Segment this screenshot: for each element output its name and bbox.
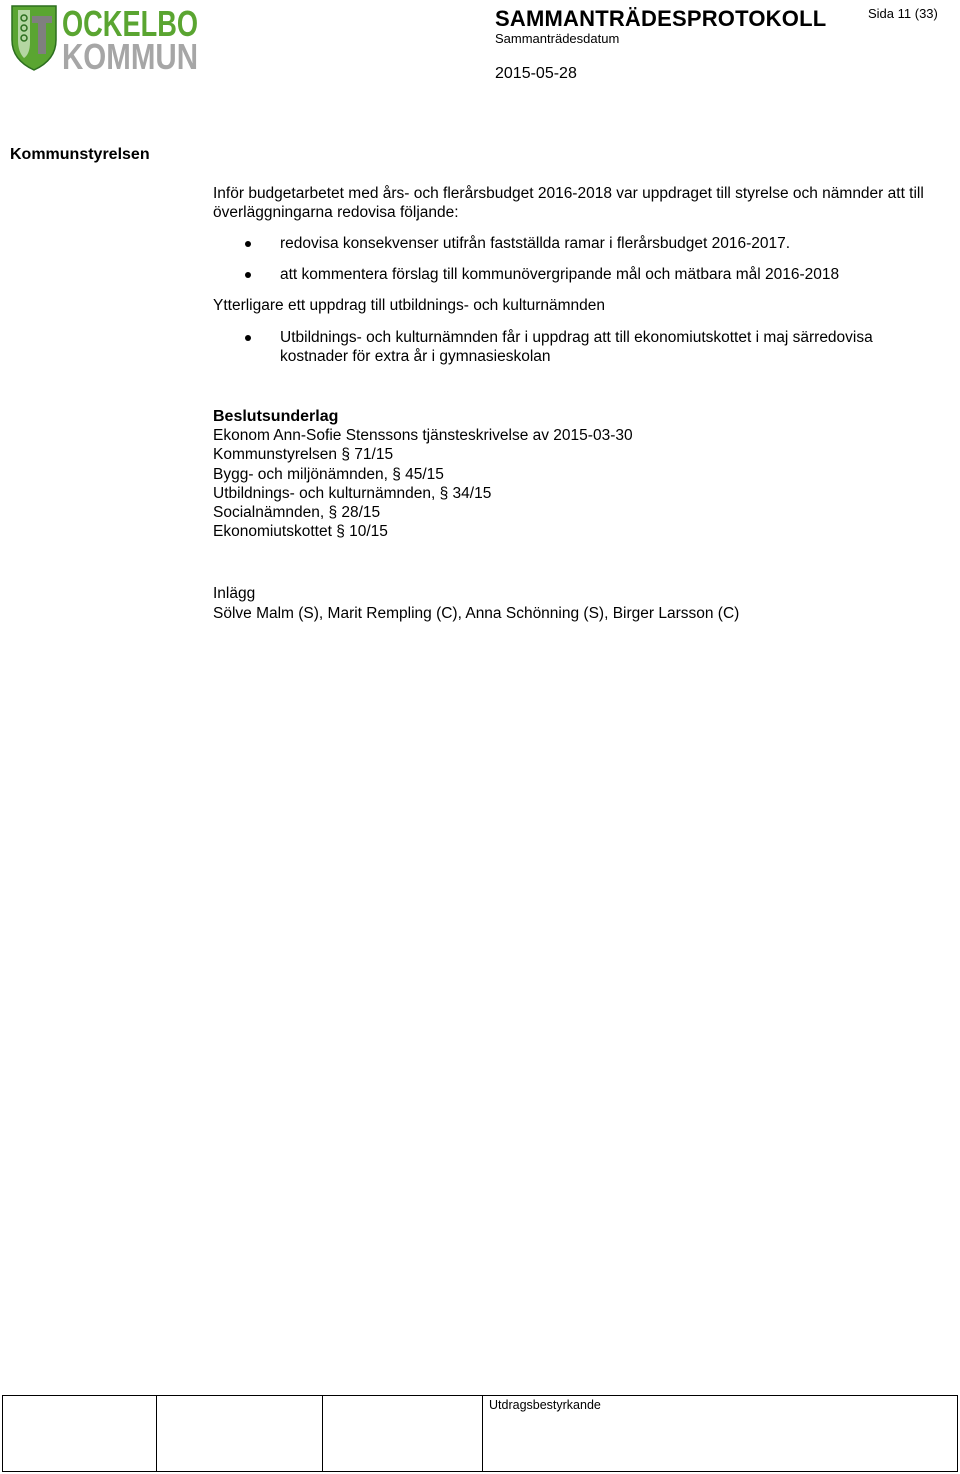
additional-task-paragraph: Ytterligare ett uppdrag till utbildnings- och kulturnämnden bbox=[213, 297, 606, 314]
signature-cell bbox=[157, 1396, 323, 1472]
list-item bbox=[245, 328, 935, 366]
logo-text-bottom: KOMMUN bbox=[62, 36, 198, 77]
meeting-date-value: 2015-05-28 bbox=[495, 65, 577, 82]
list-item bbox=[245, 265, 935, 284]
decision-basis-item: Bygg- och miljönämnden, § 45/15 bbox=[213, 465, 444, 483]
list-item-text: Utbildnings- och kulturnämnden får i uppdrag att till ekonomiutskottet i maj särredovisa kostnader för extra år i gymnasieskolan bbox=[280, 329, 873, 365]
list-item-text: redovisa konsekvenser utifrån fastställda ramar i flerårsbudget 2016-2017. bbox=[280, 235, 791, 252]
entry-section bbox=[213, 584, 739, 623]
entry-heading: Inlägg bbox=[213, 585, 256, 602]
list-item-text: att kommentera förslag till kommunövergripande mål och mätbara mål 2016-2018 bbox=[280, 266, 840, 283]
section-title: Kommunstyrelsen bbox=[10, 146, 150, 163]
list-item bbox=[245, 234, 935, 253]
certifier-cell: Utdragsbestyrkande bbox=[483, 1396, 958, 1472]
intro-paragraph: Inför budgetarbetet med års- och flerårsbudget 2016-2018 var uppdraget till styrelse och nämnder att till överläggningarna redovisa följande: bbox=[213, 185, 924, 221]
decision-basis-heading: Beslutsunderlag bbox=[213, 408, 339, 425]
entry-text: Sölve Malm (S), Marit Rempling (C), Anna Schönning (S), Birger Larsson (C) bbox=[213, 604, 740, 622]
decision-basis-item: Utbildnings- och kulturnämnden, § 34/15 bbox=[213, 484, 492, 502]
decision-basis-item: Ekonom Ann-Sofie Stenssons tjänsteskrivelse av 2015-03-30 bbox=[213, 427, 633, 444]
decision-basis-section bbox=[213, 407, 633, 542]
decision-basis-item: Ekonomiutskottet § 10/15 bbox=[213, 523, 388, 541]
signature-cell bbox=[323, 1396, 483, 1472]
signature-cell bbox=[3, 1396, 157, 1472]
signature-table bbox=[2, 1395, 958, 1472]
municipality-logo bbox=[10, 2, 202, 77]
decision-basis-item: Socialnämnden, § 28/15 bbox=[213, 504, 381, 522]
document-title: SAMMANTRÄDESPROTOKOLL bbox=[495, 6, 827, 31]
decision-basis-item: Kommunstyrelsen § 71/15 bbox=[213, 446, 394, 464]
logo-text-top: OCKELBO bbox=[62, 3, 198, 44]
page-number: Sida 11 (33) bbox=[868, 6, 938, 21]
meeting-date-label: Sammanträdesdatum bbox=[495, 31, 620, 46]
